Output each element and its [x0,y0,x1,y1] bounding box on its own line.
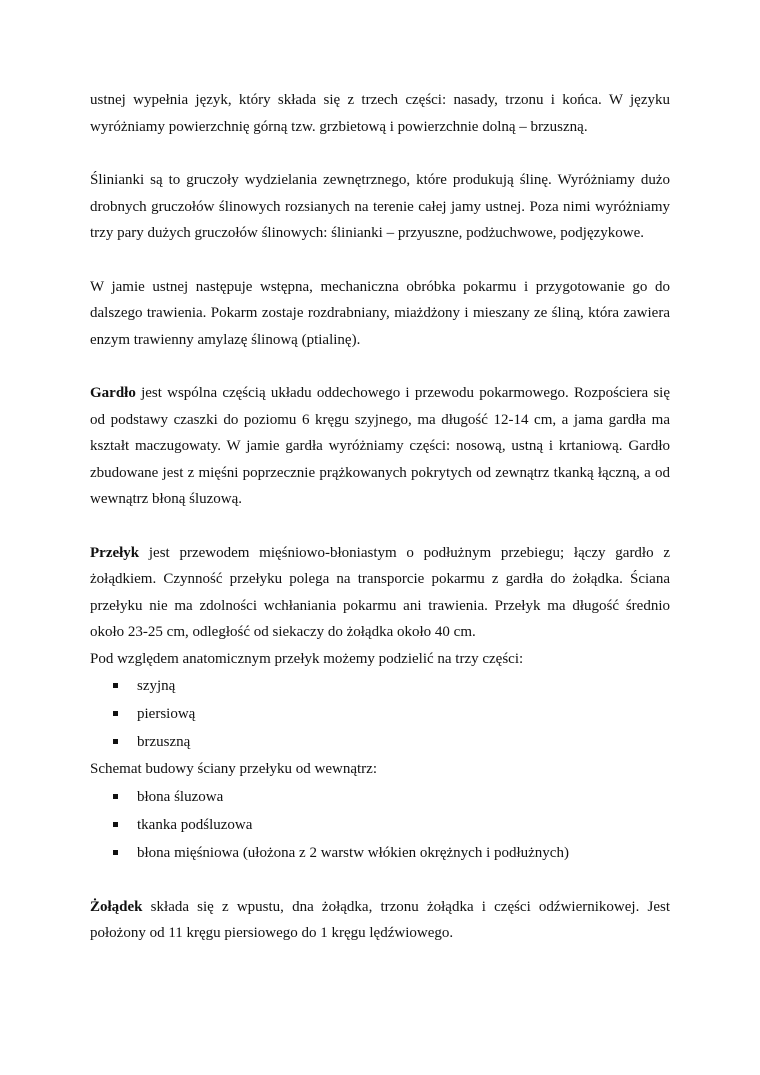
spacer [90,513,670,540]
paragraph-tongue: ustnej wypełnia język, który składa się z trzech części: nasady, trzonu i końca. W języku wyróżniamy powierzchnię górną tzw. grzbietową i powierzchnie dolną – brzuszną. [90,92,670,135]
square-bullet-icon [113,711,118,716]
spacer [90,140,670,167]
document-page [90,87,670,947]
spacer [90,353,670,380]
list-item: błona śluzowa [90,783,670,811]
spacer [90,247,670,274]
paragraph-esophagus [90,540,670,646]
pharynx-text: jest wspólna częścią układu oddechowego i przewodu pokarmowego. Rozpościera się od podstawy czaszki do poziomu 6 kręgu szyjnego, ma długość 12-14 cm, a jama gardła ma kształt maczugowaty. W jamie gardła wyróżniamy części: nosową, ustną i krtaniową. Gardło zbudowane jest z mięśni poprzecznie prążkowanych pokrytych od zewnątrz tkanką łączną, a od wewnątrz błoną śluzową. [90,385,670,507]
list-intro-wall: Schemat budowy ściany przełyku od wewnątrz: [90,761,377,777]
list-item: szyjną [90,672,670,700]
paragraph-pharynx [90,380,670,513]
list-esophagus-parts [90,672,670,756]
square-bullet-icon [113,822,118,827]
term-stomach: Żołądek [90,898,143,915]
list-esophagus-wall [90,783,670,867]
term-esophagus: Przełyk [90,544,140,561]
spacer [90,867,670,894]
list-item: tkanka podśluzowa [90,811,670,839]
esophagus-text: jest przewodem mięśniowo-błoniastym o podłużnym przebiegu; łączy gardło z żołądkiem. Czynność przełyku polega na transporcie pokarmu z gardła do żołądka. Ściana przełyku nie ma zdolności wchłaniania pokarmu ani trawienia. Przełyk ma długość średnio około 23-25 cm, odległość od siekaczy do żołądka około 40 cm. [90,544,670,640]
paragraph-salivary-glands: Ślinianki są to gruczoły wydzielania zewnętrznego, które produkują ślinę. Wyróżniamy dużo drobnych gruczołów ślinowych rozsianych na terenie całej jamy ustnej. Poza nimi wyróżniamy trzy pary dużych gruczołów ślinowych: ślinianki – przyuszne, podżuchwowe, podjęzykowe. [90,172,670,241]
list-item: piersiową [90,700,670,728]
square-bullet-icon [113,739,118,744]
square-bullet-icon [113,850,118,855]
list-intro-parts: Pod względem anatomicznym przełyk możemy podzielić na trzy części: [90,650,524,667]
list-item: brzuszną [90,728,670,756]
paragraph-stomach [90,894,670,947]
square-bullet-icon [113,683,118,688]
paragraph-oral-cavity: W jamie ustnej następuje wstępna, mechaniczna obróbka pokarmu i przygotowanie go do dalszego trawienia. Pokarm zostaje rozdrabniany, miażdżony i mieszany ze śliną, która zawiera enzym trawienny amylazę ślinową (ptialinę). [90,278,670,348]
term-pharynx: Gardło [90,385,136,401]
list-item: błona mięśniowa (ułożona z 2 warstw włókien okrężnych i podłużnych) [90,839,670,867]
stomach-text: składa się z wpustu, dna żołądka, trzonu żołądka i części odźwiernikowej. Jest położony od 11 kręgu piersiowego do 1 kręgu lędźwiowego. [90,898,670,941]
square-bullet-icon [113,794,118,799]
